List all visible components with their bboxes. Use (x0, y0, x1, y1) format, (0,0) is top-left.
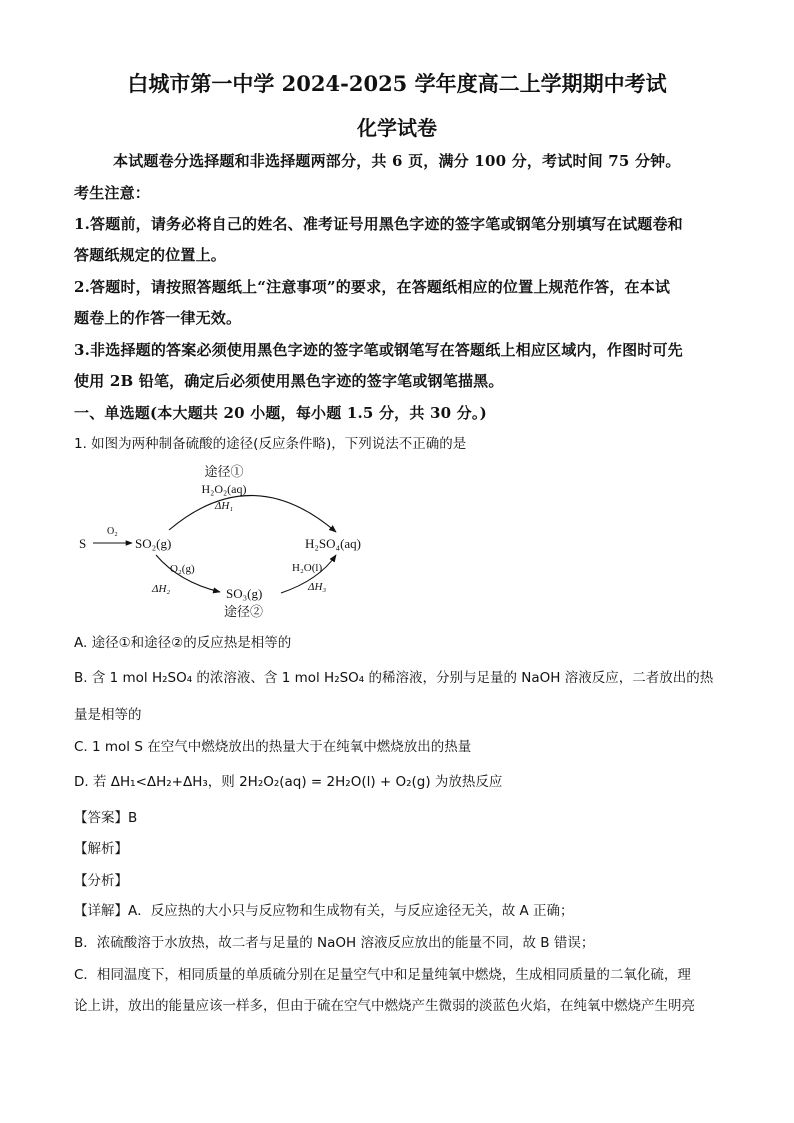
option-b-cont: 量是相等的 (74, 707, 142, 723)
reaction-pathway-diagram (74, 462, 374, 622)
analysis-subtag: 【分析】 (74, 873, 128, 889)
notice-item-3: 3.非选择题的答案必须使用黑色字迹的签字笔或钢笔写在答题纸上相应区域内，作图时可先 (74, 341, 683, 359)
oxygen-label: O₂ (107, 526, 118, 537)
detail-c: C．相同温度下，相同质量的单质硫分别在足量空气中和足量纯氧中燃烧，生成相同质量的二氧化硫，理 (74, 967, 691, 983)
analysis-tag: 【解析】 (74, 841, 128, 857)
question-stem: 1. 如图为两种制备硫酸的途径(反应条件略)，下列说法不正确的是 (74, 436, 467, 452)
route-1-label: 途径① (204, 464, 244, 479)
delta-h2-label: ΔH₂ (152, 583, 171, 595)
detail-c-cont: 论上讲，放出的能量应该一样多，但由于硫在空气中燃烧产生微弱的淡蓝色火焰，在纯氧中燃烧产生明亮 (74, 998, 695, 1014)
sulfur-label: S (79, 536, 87, 551)
answer-label: 【答案】B (74, 810, 138, 826)
notice-item-3-cont: 使用 2B 铅笔，确定后必须使用黑色字迹的签字笔或钢笔描黑。 (74, 372, 504, 390)
route-1-arrow (169, 495, 336, 532)
exam-title: 白城市第一中学 2024-2025 学年度高二上学期期中考试 (127, 71, 667, 96)
exam-intro: 本试题卷分选择题和非选择题两部分，共 6 页，满分 100 分，考试时间 75 分钟。 (113, 152, 681, 170)
option-d: D. 若 ΔH₁<ΔH₂+ΔH₃，则 2H₂O₂(aq) = 2H₂O(l) + O₂(g) 为放热反应 (74, 774, 503, 790)
section-heading: 一、单选题(本大题共 20 小题，每小题 1.5 分，共 30 分。) (74, 404, 487, 422)
so3-label: SO₃(g) (226, 586, 263, 601)
so2-label: SO₂(g) (135, 536, 172, 551)
notice-item-2: 2.答题时，请按照答题纸上“注意事项”的要求，在答题纸相应的位置上规范作答，在本试 (74, 278, 671, 296)
reagent-h2o2-label: H₂O₂(aq) (201, 482, 247, 496)
option-c: C. 1 mol S 在空气中燃烧放出的热量大于在纯氧中燃烧放出的热量 (74, 739, 472, 755)
option-a: A. 途径①和途径②的反应热是相等的 (74, 635, 292, 651)
notice-heading: 考生注意： (74, 184, 151, 202)
delta-h1-label: ΔH₁ (214, 500, 234, 512)
h2ol-label: H₂O(l) (292, 562, 323, 574)
detail-a: 【详解】A．反应热的大小只与反应物和生成物有关，与反应途径无关，故 A 正确； (74, 903, 574, 919)
o2g-label: O₂(g) (170, 563, 195, 575)
notice-item-2-cont: 题卷上的作答一律无效。 (74, 309, 242, 327)
h2so4-label: H₂SO₄(aq) (305, 536, 361, 551)
delta-h3-label: ΔH₃ (308, 581, 327, 593)
option-b: B. 含 1 mol H₂SO₄ 的浓溶液、含 1 mol H₂SO₄ 的稀溶液，分别与足量的 NaOH 溶液反应，二者放出的热 (74, 670, 714, 686)
notice-item-1: 1.答题前，请务必将自己的姓名、准考证号用黑色字迹的签字笔或钢笔分别填写在试题卷和 (74, 215, 683, 233)
route-2-label: 途径② (224, 604, 264, 619)
exam-subtitle: 化学试卷 (357, 116, 437, 140)
notice-item-1-cont: 答题纸规定的位置上。 (74, 246, 227, 264)
detail-b: B．浓硫酸溶于水放热，故二者与足量的 NaOH 溶液反应放出的能量不同，故 B 错误； (74, 935, 595, 951)
